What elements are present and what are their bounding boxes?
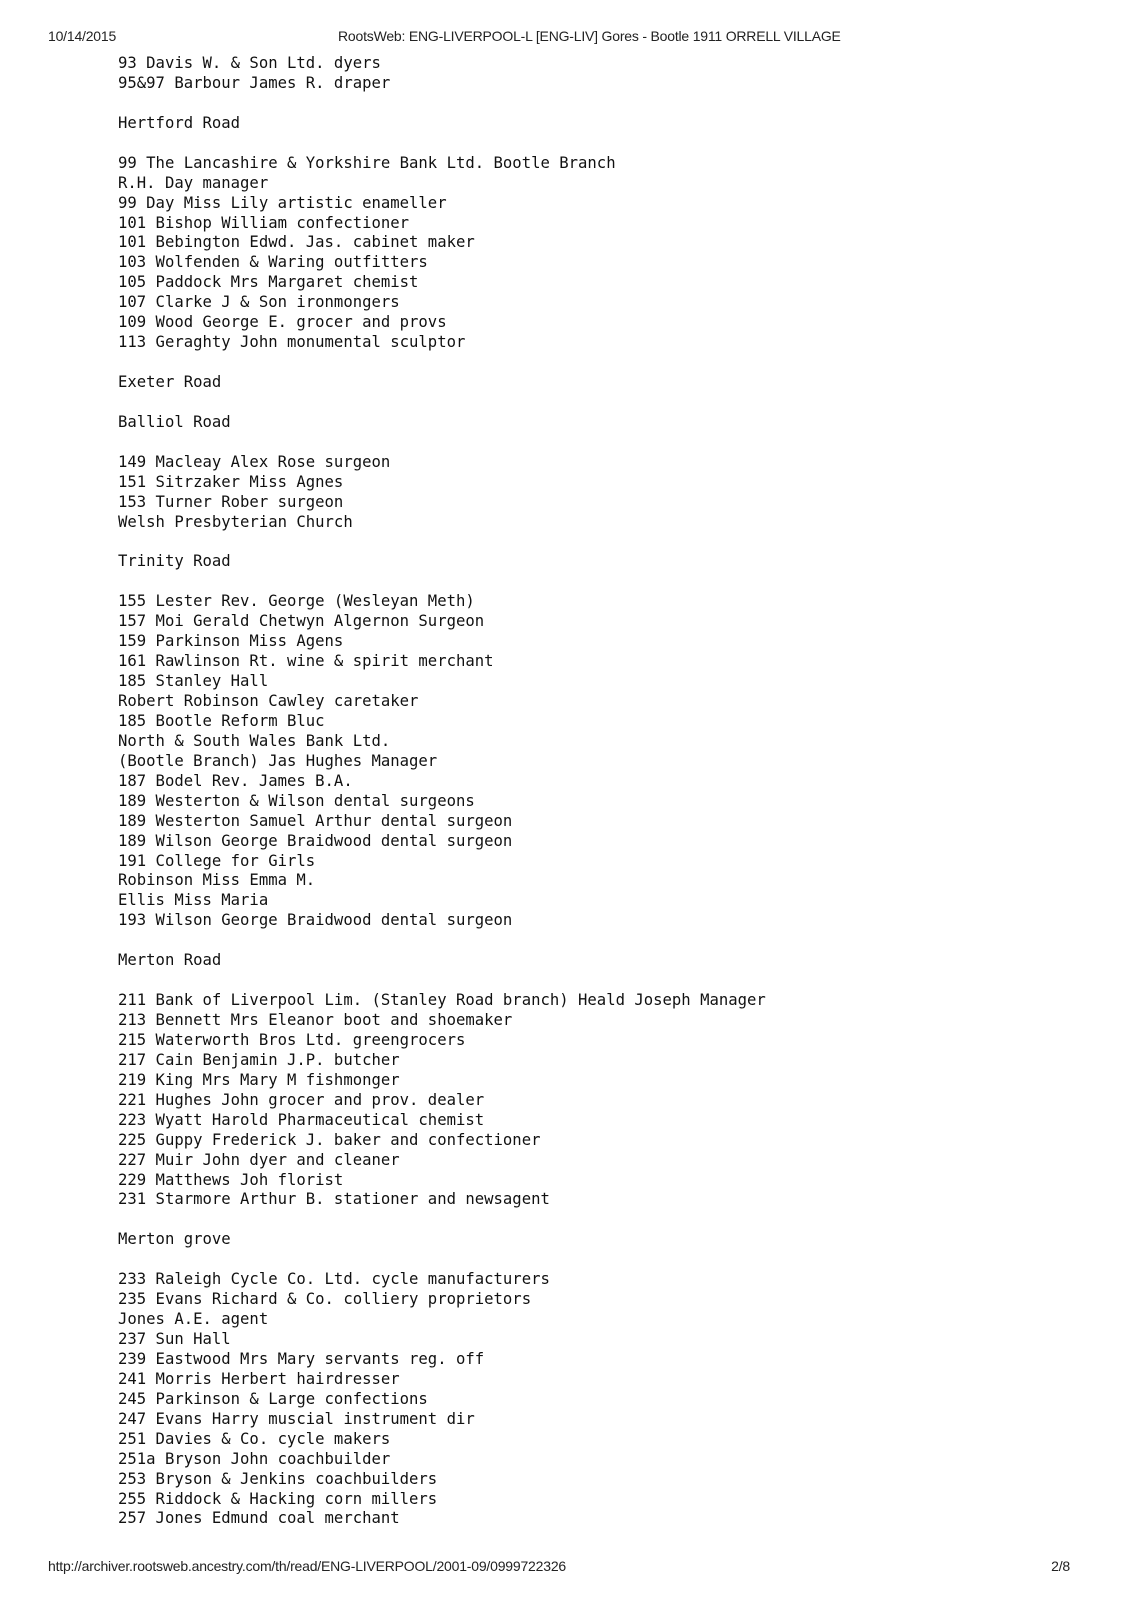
directory-line: 239 Eastwood Mrs Mary servants reg. off — [118, 1349, 485, 1368]
directory-line: 251 Davies & Co. cycle makers — [118, 1429, 391, 1448]
directory-line: 235 Evans Richard & Co. colliery proprietors — [118, 1290, 532, 1309]
directory-line: 211 Bank of Liverpool Lim. (Stanley Road branch) Heald Joseph Manager — [118, 991, 766, 1010]
directory-line: Exeter Road — [118, 373, 222, 391]
directory-line: 247 Evans Harry muscial instrument dir — [118, 1409, 475, 1428]
directory-line: 223 Wyatt Harold Pharmaceutical chemist — [118, 1110, 485, 1129]
directory-line: Merton Road — [118, 951, 222, 970]
directory-line: 219 King Mrs Mary M fishmonger — [118, 1070, 400, 1089]
blank-line — [118, 533, 1078, 553]
directory-line: 227 Muir John dyer and cleaner — [118, 1150, 400, 1169]
print-date: 10/14/2015 — [48, 28, 117, 44]
directory-line: 229 Matthews Joh florist — [118, 1170, 344, 1189]
directory-line: Jones A.E. agent — [118, 1310, 269, 1329]
directory-line: Robert Robinson Cawley caretaker — [118, 692, 419, 710]
directory-line: 101 Bebington Edwd. Jas. cabinet maker — [118, 233, 475, 252]
message-body — [118, 54, 1078, 1529]
directory-line: 105 Paddock Mrs Margaret chemist — [118, 273, 419, 292]
directory-line: 215 Waterworth Bros Ltd. greengrocers — [118, 1030, 466, 1049]
blank-line — [118, 971, 1078, 991]
print-header — [48, 28, 1084, 44]
blank-line — [118, 1210, 1078, 1230]
directory-line: Balliol Road — [118, 412, 231, 431]
directory-line: 241 Morris Herbert hairdresser — [118, 1369, 400, 1388]
blank-line — [118, 353, 1078, 373]
directory-line: 189 Westerton Samuel Arthur dental surgeon — [118, 811, 513, 830]
directory-line: 161 Rawlinson Rt. wine & spirit merchant — [118, 652, 494, 671]
directory-line: 155 Lester Rev. George (Wesleyan Meth) — [118, 592, 475, 611]
print-footer — [48, 1558, 1084, 1574]
directory-line: 103 Wolfenden & Waring outfitters — [118, 253, 428, 272]
directory-line: 151 Sitrzaker Miss Agnes — [118, 472, 344, 491]
directory-line: 221 Hughes John grocer and prov. dealer — [118, 1090, 485, 1109]
directory-line: 95&97 Barbour James R. draper — [118, 73, 391, 92]
directory-line: R.H. Day manager — [118, 173, 269, 192]
blank-line — [118, 931, 1078, 951]
directory-line: 187 Bodel Rev. James B.A. — [118, 771, 353, 790]
directory-line: 225 Guppy Frederick J. baker and confectioner — [118, 1130, 541, 1149]
page-number: 2/8 — [1051, 1558, 1070, 1574]
directory-line: 255 Riddock & Hacking corn millers — [118, 1489, 438, 1508]
directory-line: Welsh Presbyterian Church — [118, 512, 353, 531]
directory-line: 251a Bryson John coachbuilder — [118, 1449, 391, 1468]
directory-line: Robinson Miss Emma M. — [118, 871, 316, 890]
blank-line — [118, 1250, 1078, 1270]
directory-line: 101 Bishop William confectioner — [118, 213, 410, 232]
directory-line: (Bootle Branch) Jas Hughes Manager — [118, 751, 438, 770]
directory-line: 157 Moi Gerald Chetwyn Algernon Surgeon — [118, 612, 485, 631]
directory-line: 231 Starmore Arthur B. stationer and newsagent — [118, 1190, 550, 1209]
directory-line: Trinity Road — [118, 552, 231, 571]
directory-line: 217 Cain Benjamin J.P. butcher — [118, 1050, 400, 1069]
directory-line: Ellis Miss Maria — [118, 891, 269, 910]
directory-line: 185 Bootle Reform Bluc — [118, 711, 325, 730]
directory-line: 237 Sun Hall — [118, 1330, 231, 1348]
page-title: RootsWeb: ENG-LIVERPOOL-L [ENG-LIV] Gores - Bootle 1911 ORRELL VILLAGE — [338, 28, 841, 44]
directory-line: 189 Westerton & Wilson dental surgeons — [118, 791, 475, 810]
blank-line — [118, 134, 1078, 154]
blank-line — [118, 94, 1078, 114]
directory-line: 191 College for Girls — [118, 851, 316, 870]
directory-line: 159 Parkinson Miss Agens — [118, 632, 344, 651]
directory-line: 185 Stanley Hall — [118, 672, 269, 691]
directory-line: 257 Jones Edmund coal merchant — [118, 1509, 400, 1528]
directory-line: Hertford Road — [118, 113, 241, 132]
directory-line: 253 Bryson & Jenkins coachbuilders — [118, 1469, 438, 1488]
directory-line: 99 Day Miss Lily artistic enameller — [118, 193, 447, 212]
directory-line: 245 Parkinson & Large confections — [118, 1389, 428, 1408]
directory-line: 149 Macleay Alex Rose surgeon — [118, 452, 391, 471]
blank-line — [118, 393, 1078, 413]
directory-line: 109 Wood George E. grocer and provs — [118, 313, 447, 332]
directory-line: 193 Wilson George Braidwood dental surgeon — [118, 911, 513, 930]
blank-line — [118, 433, 1078, 453]
directory-line: 93 Davis W. & Son Ltd. dyers — [118, 54, 381, 72]
blank-line — [118, 572, 1078, 592]
page-url: http://archiver.rootsweb.ancestry.com/th/read/ENG-LIVERPOOL/2001-09/0999722326 — [48, 1558, 566, 1574]
directory-line: North & South Wales Bank Ltd. — [118, 731, 391, 750]
directory-line: 233 Raleigh Cycle Co. Ltd. cycle manufacturers — [118, 1270, 550, 1289]
directory-line: 189 Wilson George Braidwood dental surgeon — [118, 831, 513, 850]
directory-line: 99 The Lancashire & Yorkshire Bank Ltd. Bootle Branch — [118, 153, 616, 172]
directory-line: 107 Clarke J & Son ironmongers — [118, 293, 400, 312]
directory-line: 113 Geraghty John monumental sculptor — [118, 333, 466, 352]
directory-line: 213 Bennett Mrs Eleanor boot and shoemaker — [118, 1011, 513, 1029]
directory-line: Merton grove — [118, 1230, 231, 1249]
directory-line: 153 Turner Rober surgeon — [118, 492, 344, 511]
